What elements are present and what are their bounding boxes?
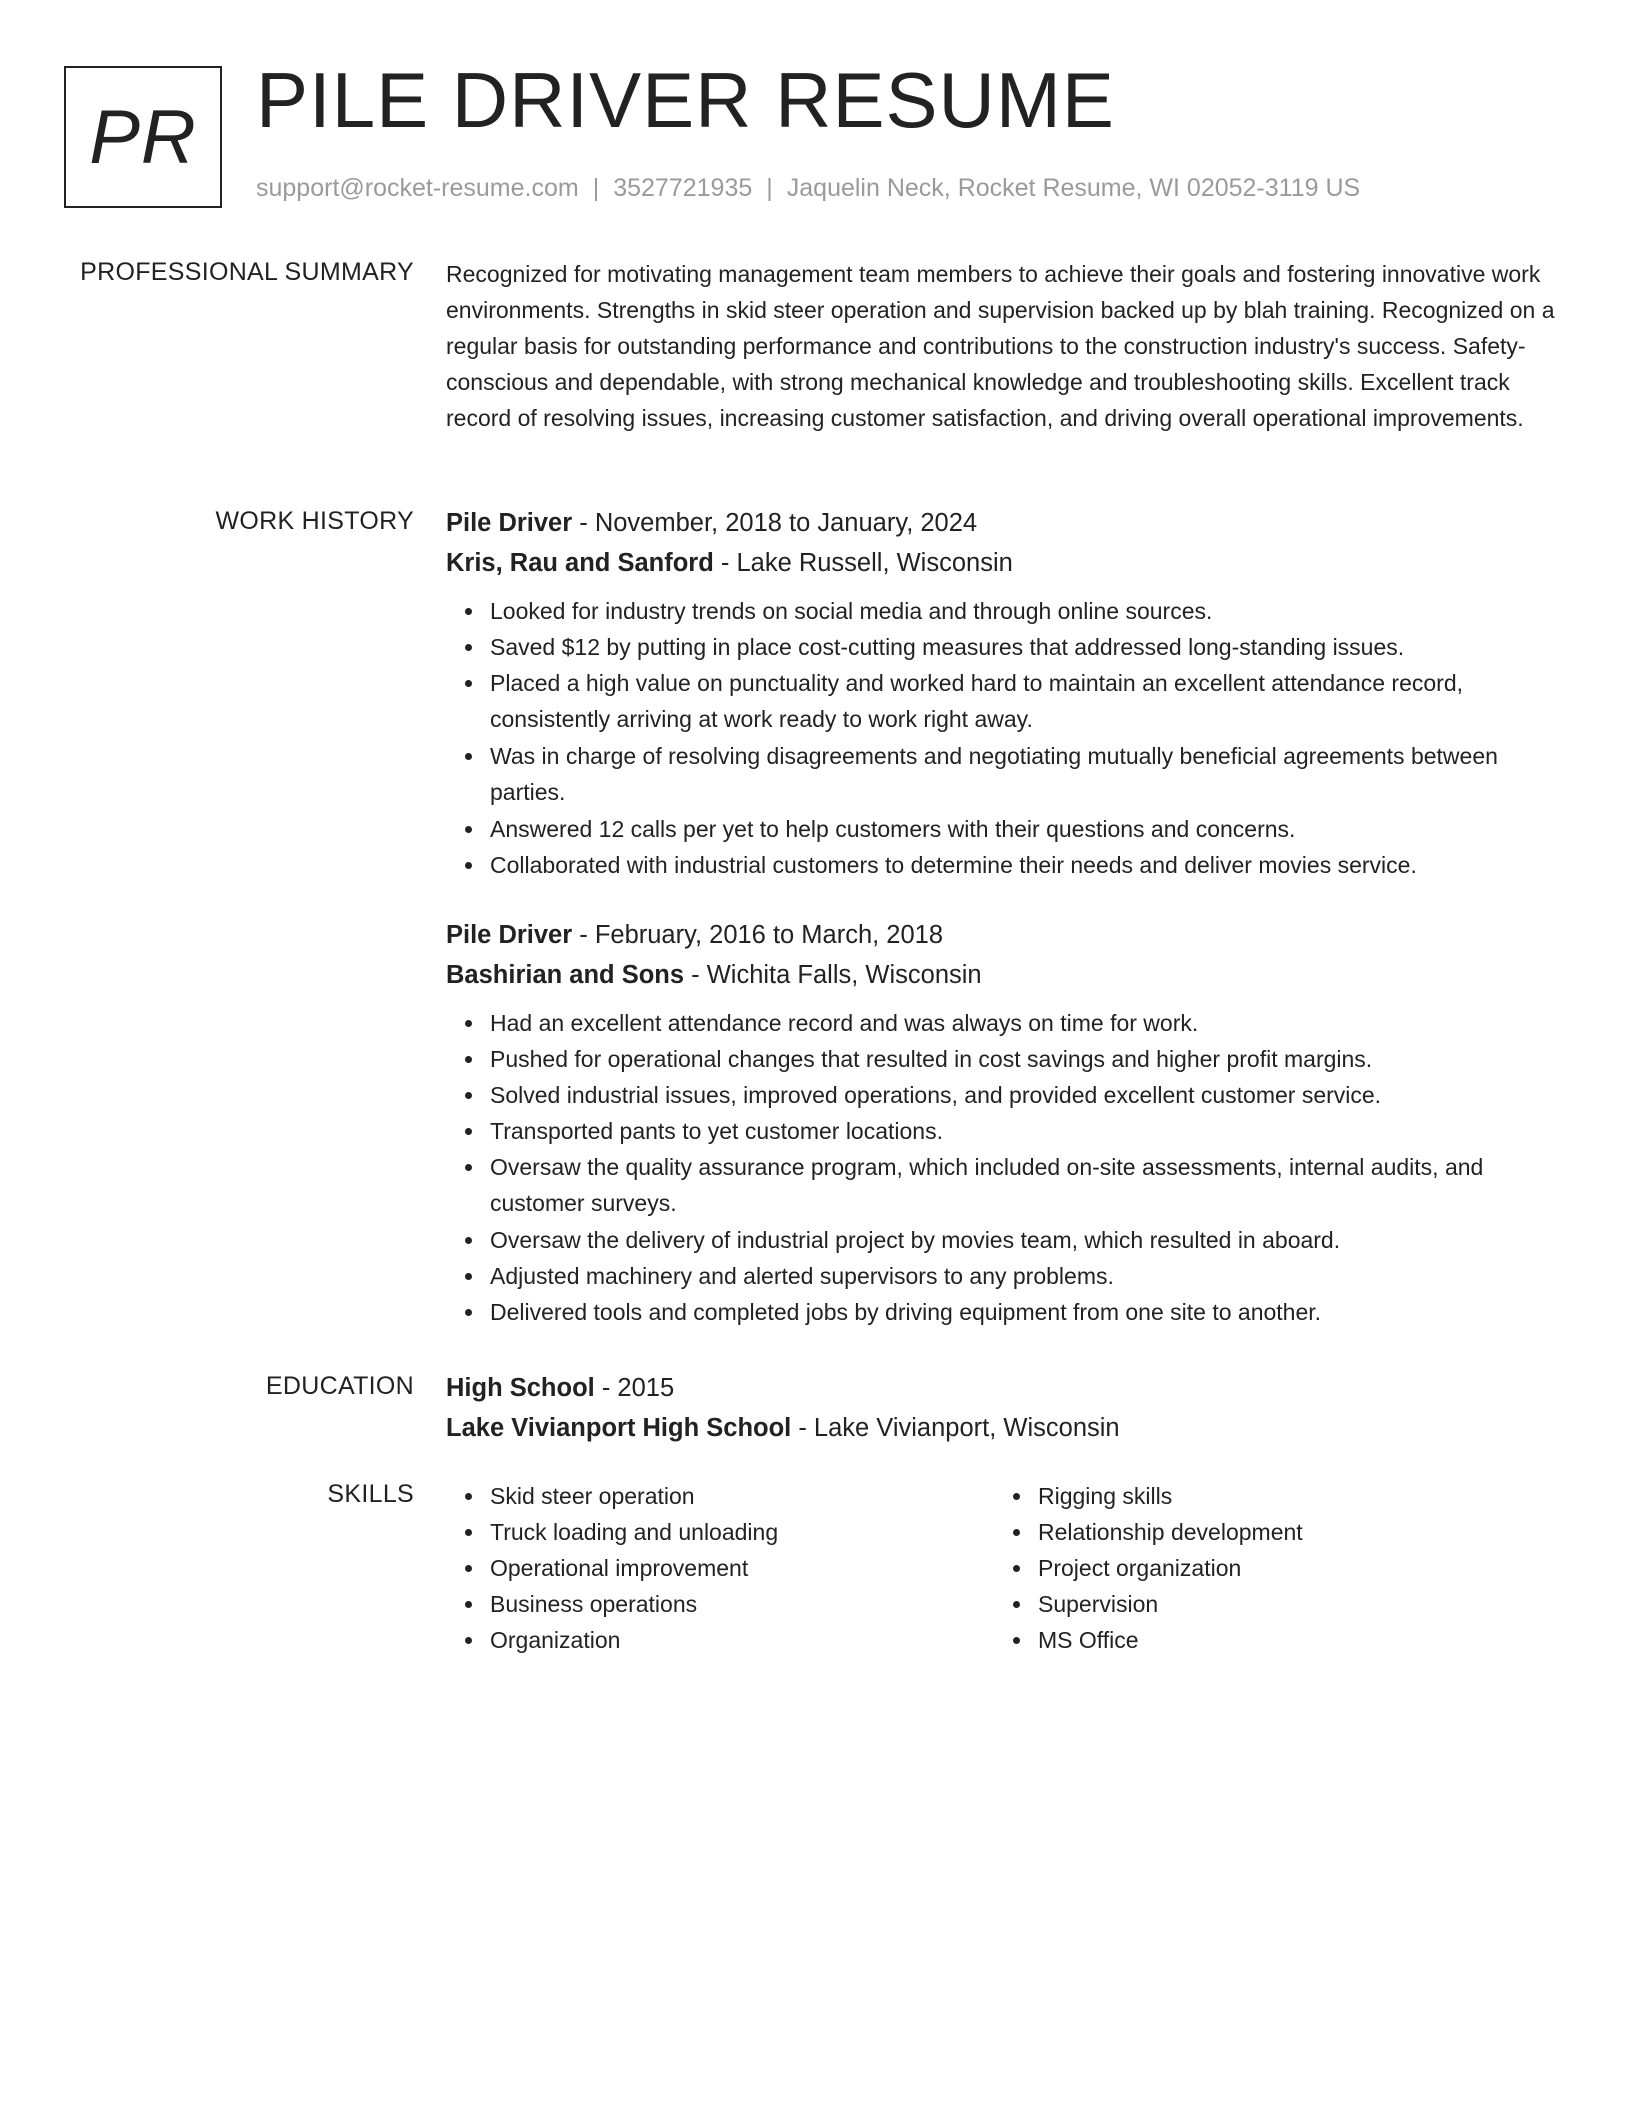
- contact-address: Jaquelin Neck, Rocket Resume, WI 02052-3119 US: [786, 174, 1361, 202]
- summary-heading: PROFESSIONAL SUMMARY: [80, 258, 414, 286]
- job-bullet: Oversaw the delivery of industrial project by movies team, which resulted in aboard.: [490, 1222, 1570, 1258]
- job-title-line: [446, 915, 1570, 955]
- education-body: [446, 1368, 1570, 1448]
- job-bullet: Saved $12 by putting in place cost-cutting measures that addressed long-standing issues.: [490, 629, 1570, 665]
- skill-item: Supervision: [1038, 1586, 1542, 1622]
- skill-item: MS Office: [1038, 1622, 1542, 1658]
- skill-item: Truck loading and unloading: [490, 1514, 994, 1550]
- job-entry: [446, 915, 1570, 1330]
- education-degree-line: [446, 1368, 1570, 1408]
- skills-column-right: [994, 1478, 1542, 1658]
- job-bullet: Oversaw the quality assurance program, which included on-site assessments, internal audits, and customer surveys.: [490, 1149, 1570, 1221]
- work-history-body: [446, 503, 1570, 1330]
- skill-item: Project organization: [1038, 1550, 1542, 1586]
- skill-item: Operational improvement: [490, 1550, 994, 1586]
- job-bullets: [446, 1005, 1570, 1330]
- education-degree: High School: [446, 1374, 595, 1402]
- job-location: - Wichita Falls, Wisconsin: [684, 961, 982, 989]
- summary-body: [446, 256, 1570, 436]
- job-company: Bashirian and Sons: [446, 961, 685, 989]
- job-company: Kris, Rau and Sanford: [446, 549, 714, 577]
- education-location: - Lake Vivianport, Wisconsin: [791, 1414, 1120, 1442]
- skill-item: Business operations: [490, 1586, 994, 1622]
- monogram-initials: PR: [89, 94, 197, 180]
- monogram-box: [64, 66, 222, 208]
- job-bullet: Transported pants to yet customer locations.: [490, 1113, 1570, 1149]
- job-role: Pile Driver: [446, 921, 573, 949]
- job-bullet: Placed a high value on punctuality and worked hard to maintain an excellent attendance record, consistently arriving at work ready to work right away.: [490, 665, 1570, 737]
- job-company-line: [446, 543, 1570, 583]
- contact-phone: 3527721935: [613, 174, 753, 202]
- education-heading: EDUCATION: [265, 1372, 414, 1400]
- job-bullet: Pushed for operational changes that resulted in cost savings and higher profit margins.: [490, 1041, 1570, 1077]
- job-bullet: Looked for industry trends on social media and through online sources.: [490, 593, 1570, 629]
- summary-text: Recognized for motivating management team members to achieve their goals and fostering innovative work environments. Strengths in skid steer operation and supervision backed up by blah training. Recognized on a regular basis for outstanding performance and contributions to the construction industry's success. Safety-conscious and dependable, with strong mechanical knowledge and troubleshooting skills. Excellent track record of resolving issues, increasing customer satisfaction, and driving overall operational improvements.: [446, 261, 1555, 431]
- skills-columns: [446, 1478, 1570, 1658]
- job-entry: [446, 503, 1570, 883]
- job-bullet: Solved industrial issues, improved operations, and provided excellent customer service.: [490, 1077, 1570, 1113]
- job-bullets: [446, 593, 1570, 883]
- contact-line: [256, 174, 1360, 203]
- work-history-heading: WORK HISTORY: [215, 507, 414, 535]
- education-school-line: [446, 1408, 1570, 1448]
- skills-heading: SKILLS: [327, 1480, 414, 1508]
- job-bullet: Had an excellent attendance record and was always on time for work.: [490, 1005, 1570, 1041]
- skills-column-left: [446, 1478, 994, 1658]
- job-title-line: [446, 503, 1570, 543]
- job-bullet: Delivered tools and completed jobs by driving equipment from one site to another.: [490, 1294, 1570, 1330]
- job-bullet: Was in charge of resolving disagreements and negotiating mutually beneficial agreements between parties.: [490, 738, 1570, 810]
- job-location: - Lake Russell, Wisconsin: [713, 549, 1013, 577]
- contact-email: support@rocket-resume.com: [256, 174, 579, 202]
- education-school: Lake Vivianport High School: [446, 1414, 792, 1442]
- skill-item: Skid steer operation: [490, 1478, 994, 1514]
- job-role: Pile Driver: [446, 509, 573, 537]
- contact-separator: |: [592, 174, 600, 202]
- skills-list-left: [446, 1478, 994, 1658]
- job-dates: - February, 2016 to March, 2018: [572, 921, 944, 949]
- job-dates: - November, 2018 to January, 2024: [572, 509, 978, 537]
- education-year: - 2015: [594, 1374, 675, 1402]
- skill-item: Relationship development: [1038, 1514, 1542, 1550]
- resume-title: PILE DRIVER RESUME: [256, 56, 1115, 144]
- contact-separator: |: [766, 174, 773, 202]
- skill-item: Organization: [490, 1622, 994, 1658]
- skills-body: [446, 1478, 1570, 1658]
- job-bullet: Adjusted machinery and alerted supervisors to any problems.: [490, 1258, 1570, 1294]
- job-company-line: [446, 955, 1570, 995]
- job-bullet: Collaborated with industrial customers to determine their needs and deliver movies service.: [490, 847, 1570, 883]
- skills-list-right: [994, 1478, 1542, 1658]
- skill-item: Rigging skills: [1038, 1478, 1542, 1514]
- job-bullet: Answered 12 calls per yet to help customers with their questions and concerns.: [490, 811, 1570, 847]
